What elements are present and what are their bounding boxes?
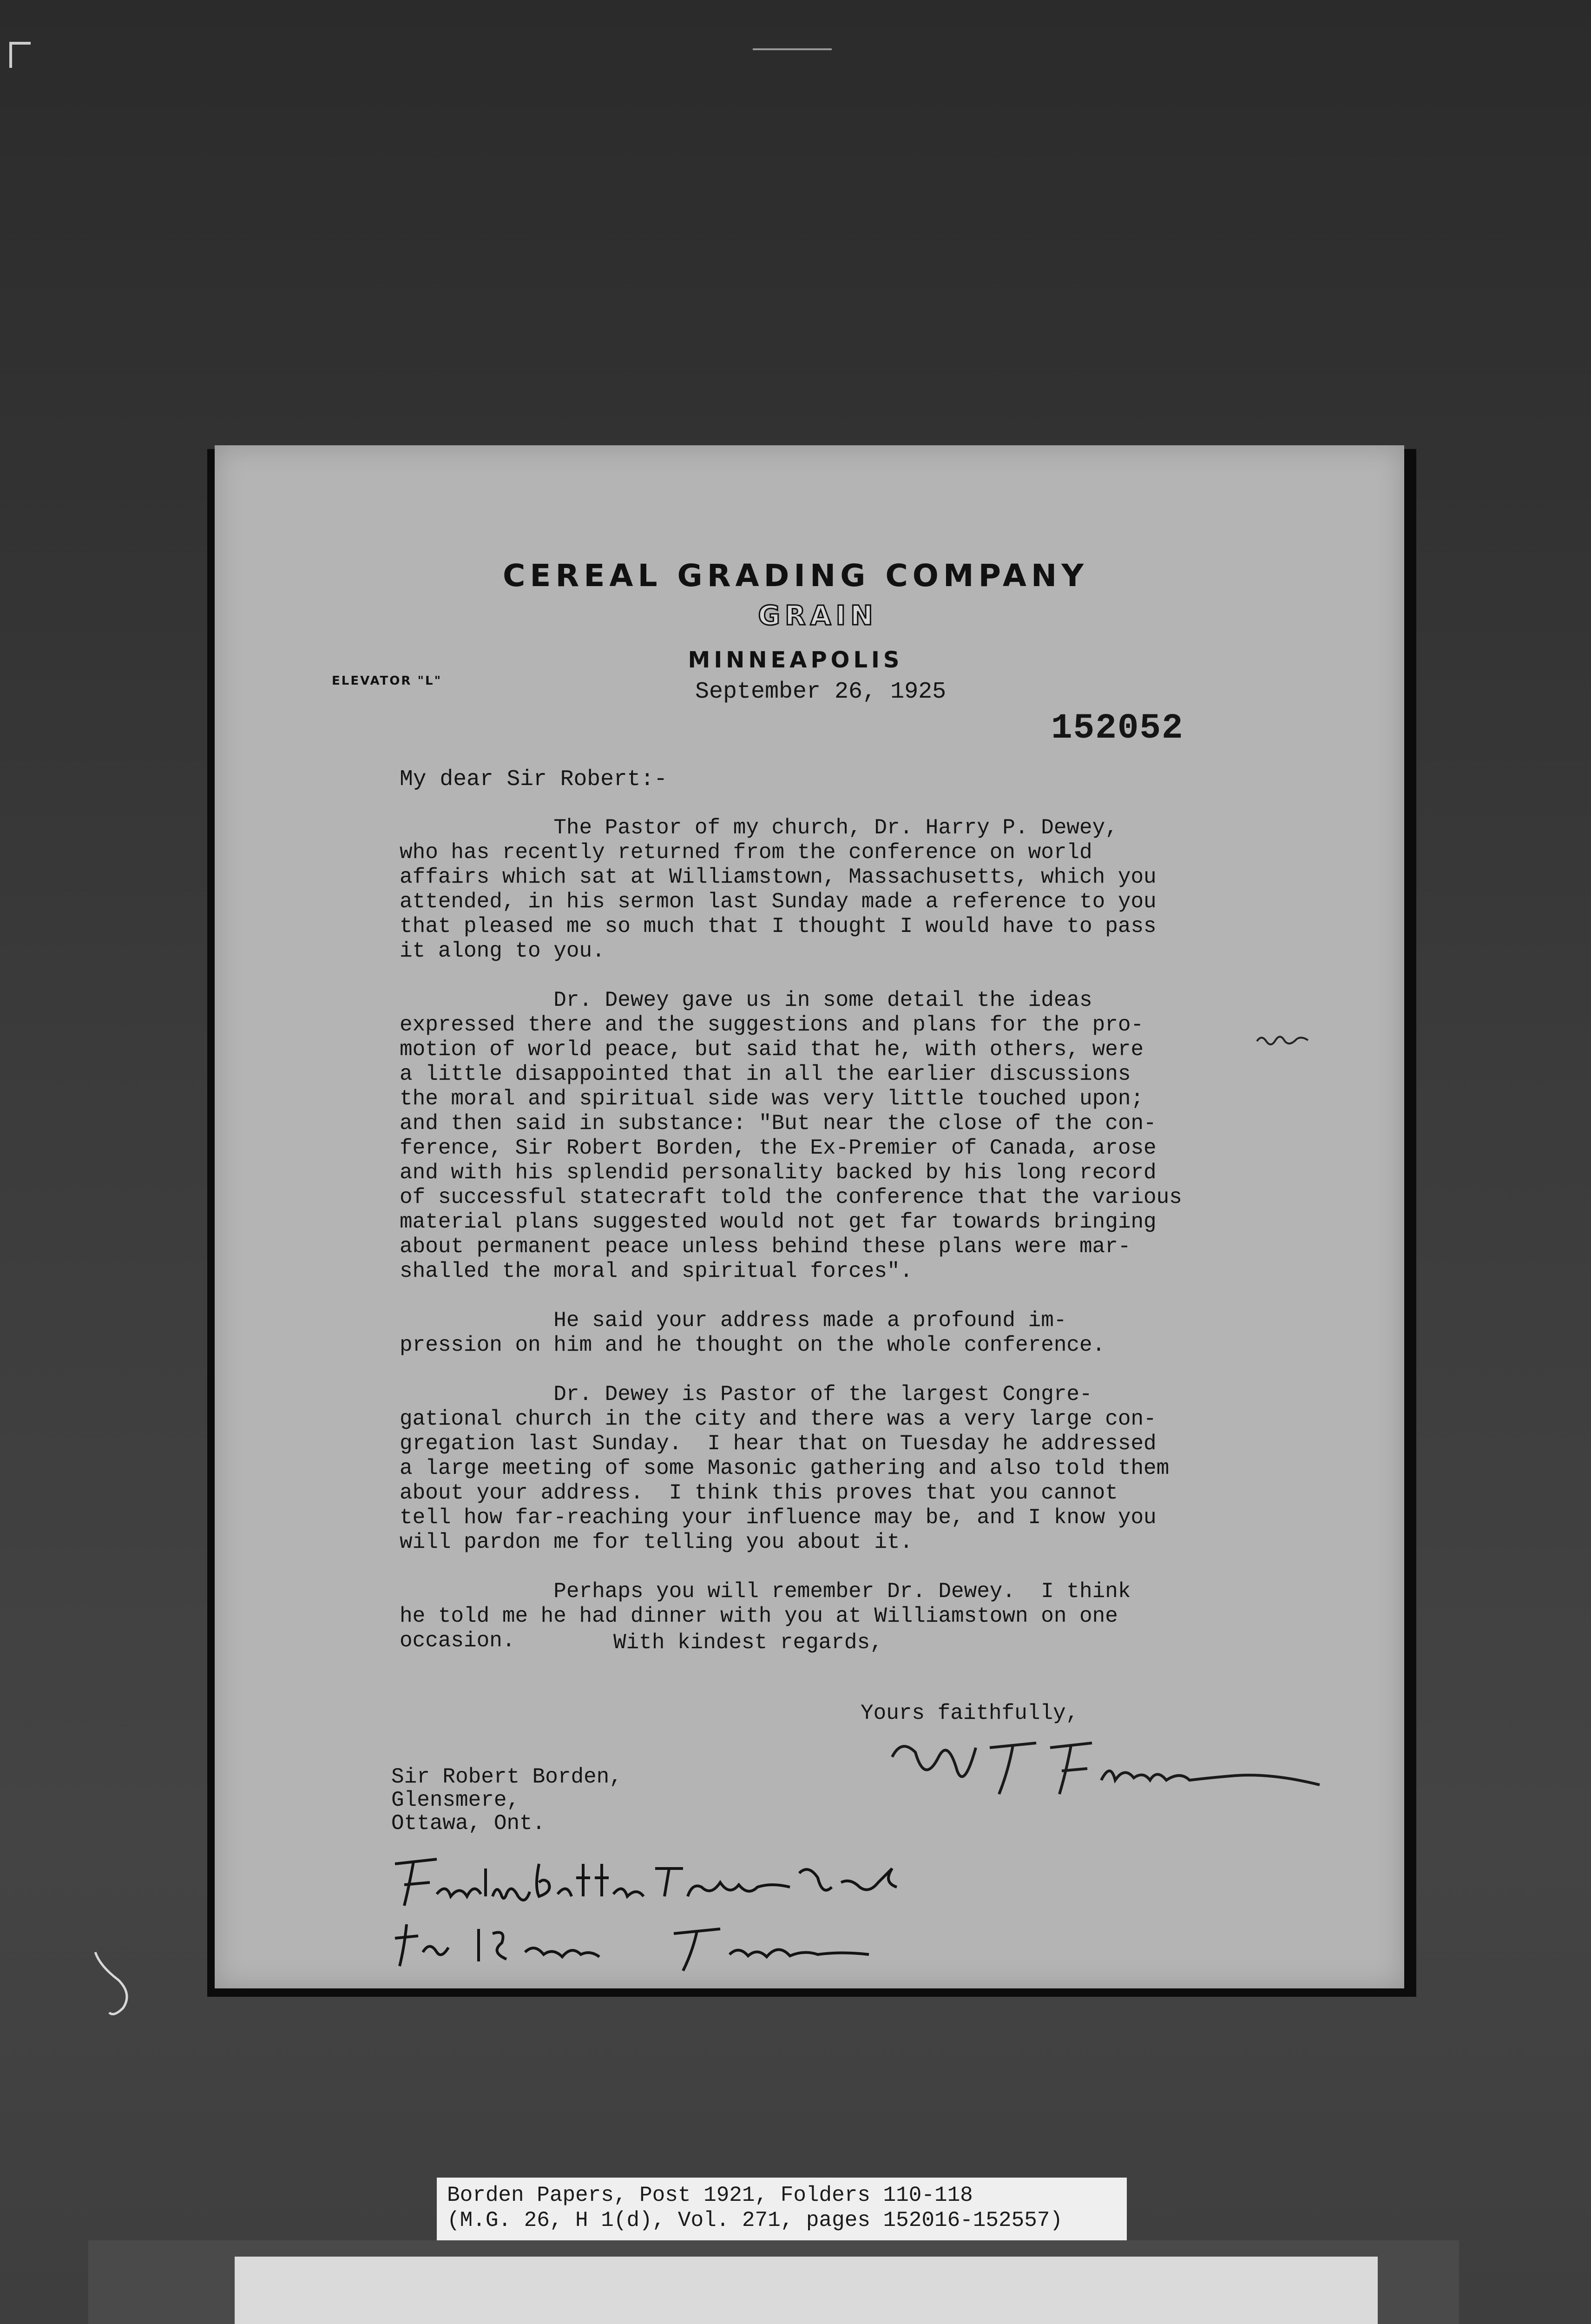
body-line: and with his splendid personality backed by his long record [400,1161,1157,1185]
archive-label-line-1: Borden Papers, Post 1921, Folders 110-118 [447,2183,973,2207]
body-line: gregation last Sunday. I hear that on Tuesday he addressed [400,1432,1157,1456]
letterhead-company: CEREAL GRADING COMPANY [503,558,1088,594]
closing: With kindest regards, [613,1631,883,1655]
body-line: ference, Sir Robert Borden, the Ex-Premier of Canada, arose [400,1136,1157,1160]
body-line: tell how far-reaching your influence may be, and I know you [400,1505,1157,1530]
body-line: Dr. Dewey is Pastor of the largest Congre- [400,1382,1092,1406]
body-line: pression on him and he thought on the whole conference. [400,1333,1105,1357]
archives-plate [235,2257,1378,2324]
letterhead-elevator: ELEVATOR "L" [332,674,442,688]
body-line: a little disappointed that in all the earlier discussions [400,1062,1131,1086]
body-line [400,1555,1182,1579]
body-line [400,964,1182,988]
letter-body [400,816,1182,1653]
body-line: of successful statecraft told the conference that the various [400,1185,1182,1209]
salutation: My dear Sir Robert:- [400,767,668,792]
body-line: occasion. [400,1629,515,1653]
body-line: and then said in substance: "But near the close of the con- [400,1111,1157,1136]
letter-date: September 26, 1925 [695,679,947,705]
margin-pencil-mark [81,1948,142,2022]
body-line: The Pastor of my church, Dr. Harry P. Dewey, [400,816,1118,840]
addressee-line: Sir Robert Borden, [391,1765,622,1789]
margin-correction [1255,1027,1310,1050]
body-line [400,1358,1182,1382]
body-line: motion of world peace, but said that he, with others, were [400,1037,1144,1062]
body-line: He said your address made a profound im- [400,1308,1067,1333]
body-line: it along to you. [400,939,605,963]
valediction: Yours faithfully, [861,1701,1079,1725]
body-line: a large meeting of some Masonic gathering and also told them [400,1456,1170,1480]
body-line: about permanent peace unless behind these plans were mar- [400,1235,1131,1259]
document-number: 152052 [1051,708,1184,748]
body-line [400,1284,1182,1308]
body-line: affairs which sat at Williamstown, Massachusetts, which you [400,865,1157,889]
body-line: material plans suggested would not get far towards bringing [400,1210,1157,1234]
frame-top-mark [753,48,832,50]
frame-corner-mark [9,42,31,68]
body-line: the moral and spiritual side was very little touched upon; [400,1087,1144,1111]
body-line: will pardon me for telling you about it. [400,1530,913,1554]
addressee-line: Glensmere, [391,1788,520,1812]
body-line: shalled the moral and spiritual forces". [400,1259,913,1283]
addressee [391,1765,622,1835]
body-line: about your address. I think this proves that you cannot [400,1481,1118,1505]
signature [883,1729,1329,1808]
body-line: he told me he had dinner with you at Williamstown on one [400,1604,1118,1628]
letterhead-grain: GRAIN [758,600,878,631]
addressee-line: Ottawa, Ont. [391,1811,546,1835]
body-line: who has recently returned from the conference on world [400,840,1092,865]
archive-reference-label [437,2178,1127,2243]
letterhead-city: MINNEAPOLIS [688,647,903,673]
handwritten-note [386,1850,980,1975]
body-line: that pleased me so much that I thought I would have to pass [400,914,1157,938]
body-line: attended, in his sermon last Sunday made a reference to you [400,890,1157,914]
archive-label-line-2: (M.G. 26, H 1(d), Vol. 271, pages 152016-152557) [447,2208,1063,2232]
body-line: Perhaps you will remember Dr. Dewey. I think [400,1579,1131,1604]
body-line: gational church in the city and there was a very large con- [400,1407,1157,1431]
body-line: expressed there and the suggestions and plans for the pro- [400,1013,1144,1037]
body-line: Dr. Dewey gave us in some detail the ideas [400,988,1092,1012]
